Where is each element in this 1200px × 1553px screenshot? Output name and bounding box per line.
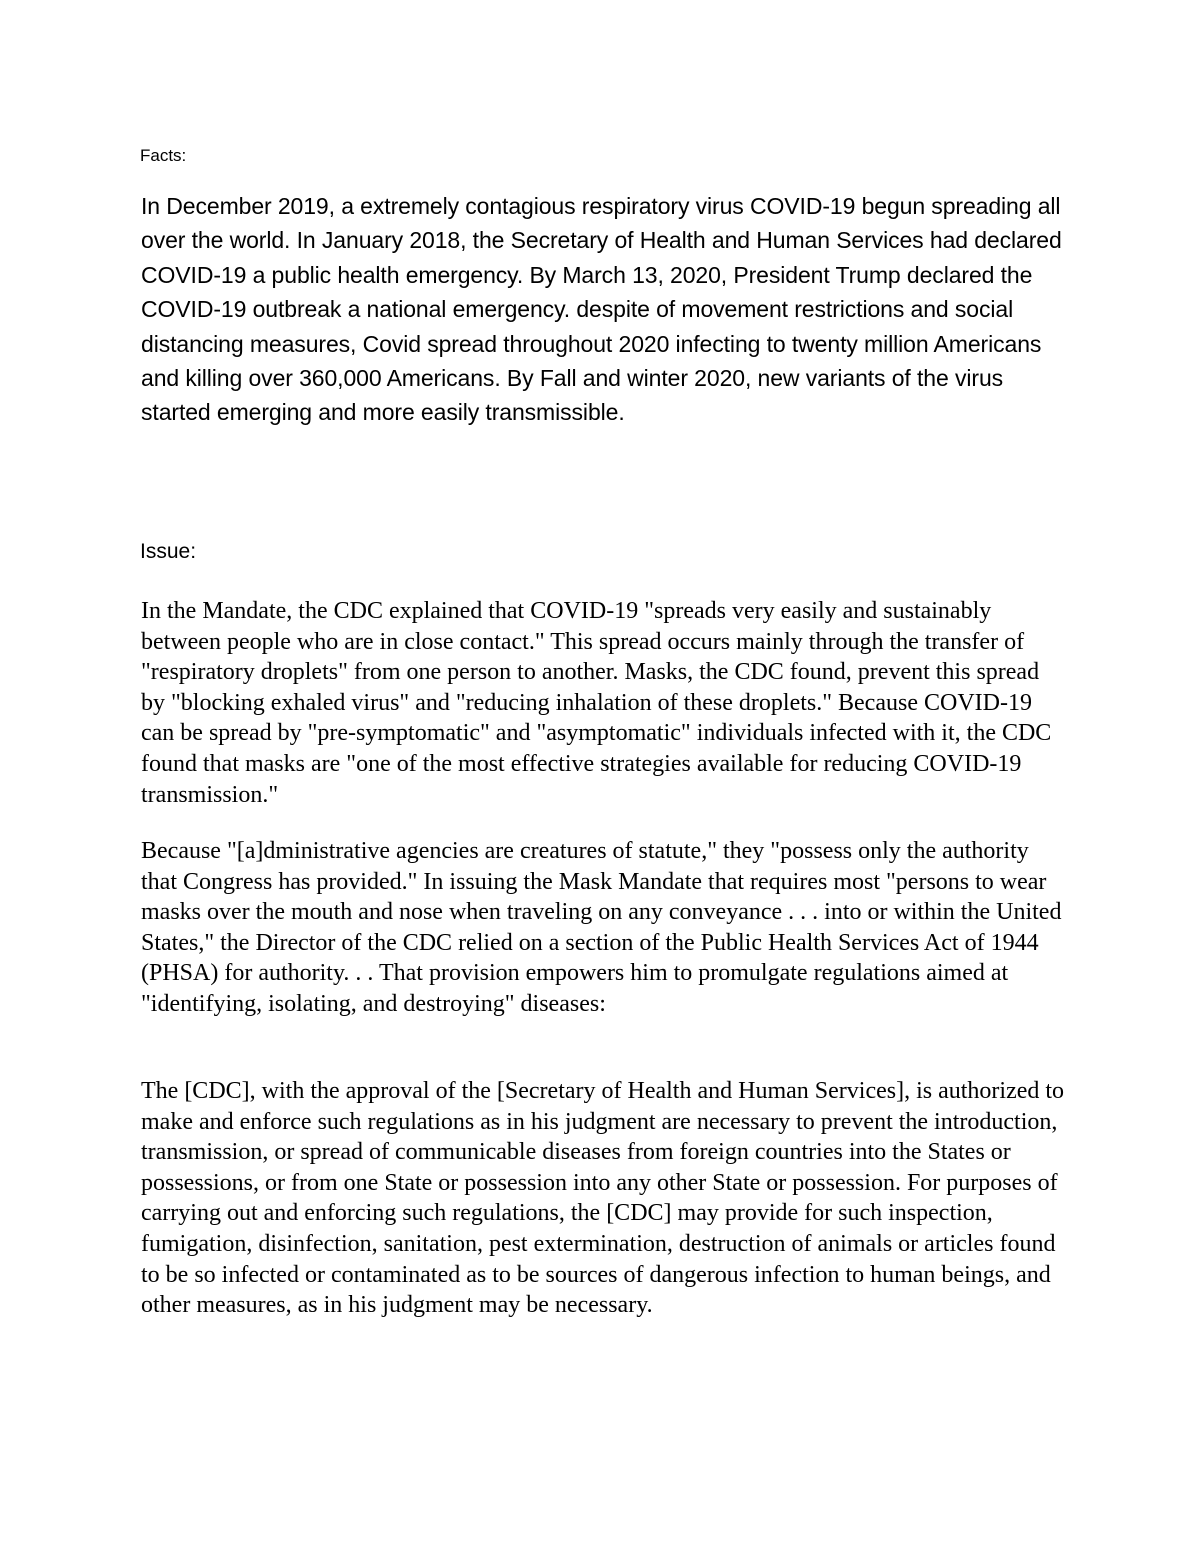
facts-paragraph: In December 2019, a extremely contagious respiratory virus COVID-19 begun spreading all over the world. In January 2018, the Secretary of Health and Human Services had declared COVID-19 a public health emergency. By March 13, 2020, President Trump declared the COVID-19 outbreak a national emergency. despite of movement restrictions and social distancing measures, Covid spread throughout 2020 infecting to twenty million Americans and killing over 360,000 Americans. By Fall and winter 2020, new variants of the virus started emerging and more easily transmissible. bbox=[141, 193, 1062, 426]
issue-paragraph-authority: Because "[a]dministrative agencies are creatures of statute," they "possess only the authority that Congress has provided." In issuing the Mask Mandate that requires most "persons to wear masks over the mouth and nose when traveling on any conveyance . . . into or within the United States," the Director of the CDC relied on a section of the Public Health Services Act of 1944 (PHSA) for authority. . . That provision empowers him to promulgate regulations aimed at "identifying, isolating, and destroying" diseases: bbox=[141, 838, 1062, 1017]
issue-heading: Issue: bbox=[140, 540, 197, 563]
facts-heading: Facts: bbox=[140, 146, 187, 165]
issue-paragraph-statute-quote: The [CDC], with the approval of the [Secretary of Health and Human Services], is authorized to make and enforce such regulations as in his judgment are necessary to prevent the introduction, transmission, or spread of communicable diseases from foreign countries into the States or possessions, or from one State or possession into any other State or possession. For purposes of carrying out and enforcing such regulations, the [CDC] may provide for such inspection, fumigation, disinfection, sanitation, pest extermination, destruction of animals or articles found to be so infected or contaminated as to be sources of dangerous infection to human beings, and other measures, as in his judgment may be necessary. bbox=[141, 1078, 1065, 1319]
issue-paragraph-mandate: In the Mandate, the CDC explained that COVID-19 "spreads very easily and sustainably between people who are in close contact." This spread occurs mainly through the transfer of "respiratory droplets" from one person to another. Masks, the CDC found, prevent this spread by "blocking exhaled virus" and "reducing inhalation of these droplets." Because COVID-19 can be spread by "pre-symptomatic" and "asymptomatic" individuals infected with it, the CDC found that masks are "one of the most effective strategies available for reducing COVID-19 transmission." bbox=[141, 598, 1052, 808]
